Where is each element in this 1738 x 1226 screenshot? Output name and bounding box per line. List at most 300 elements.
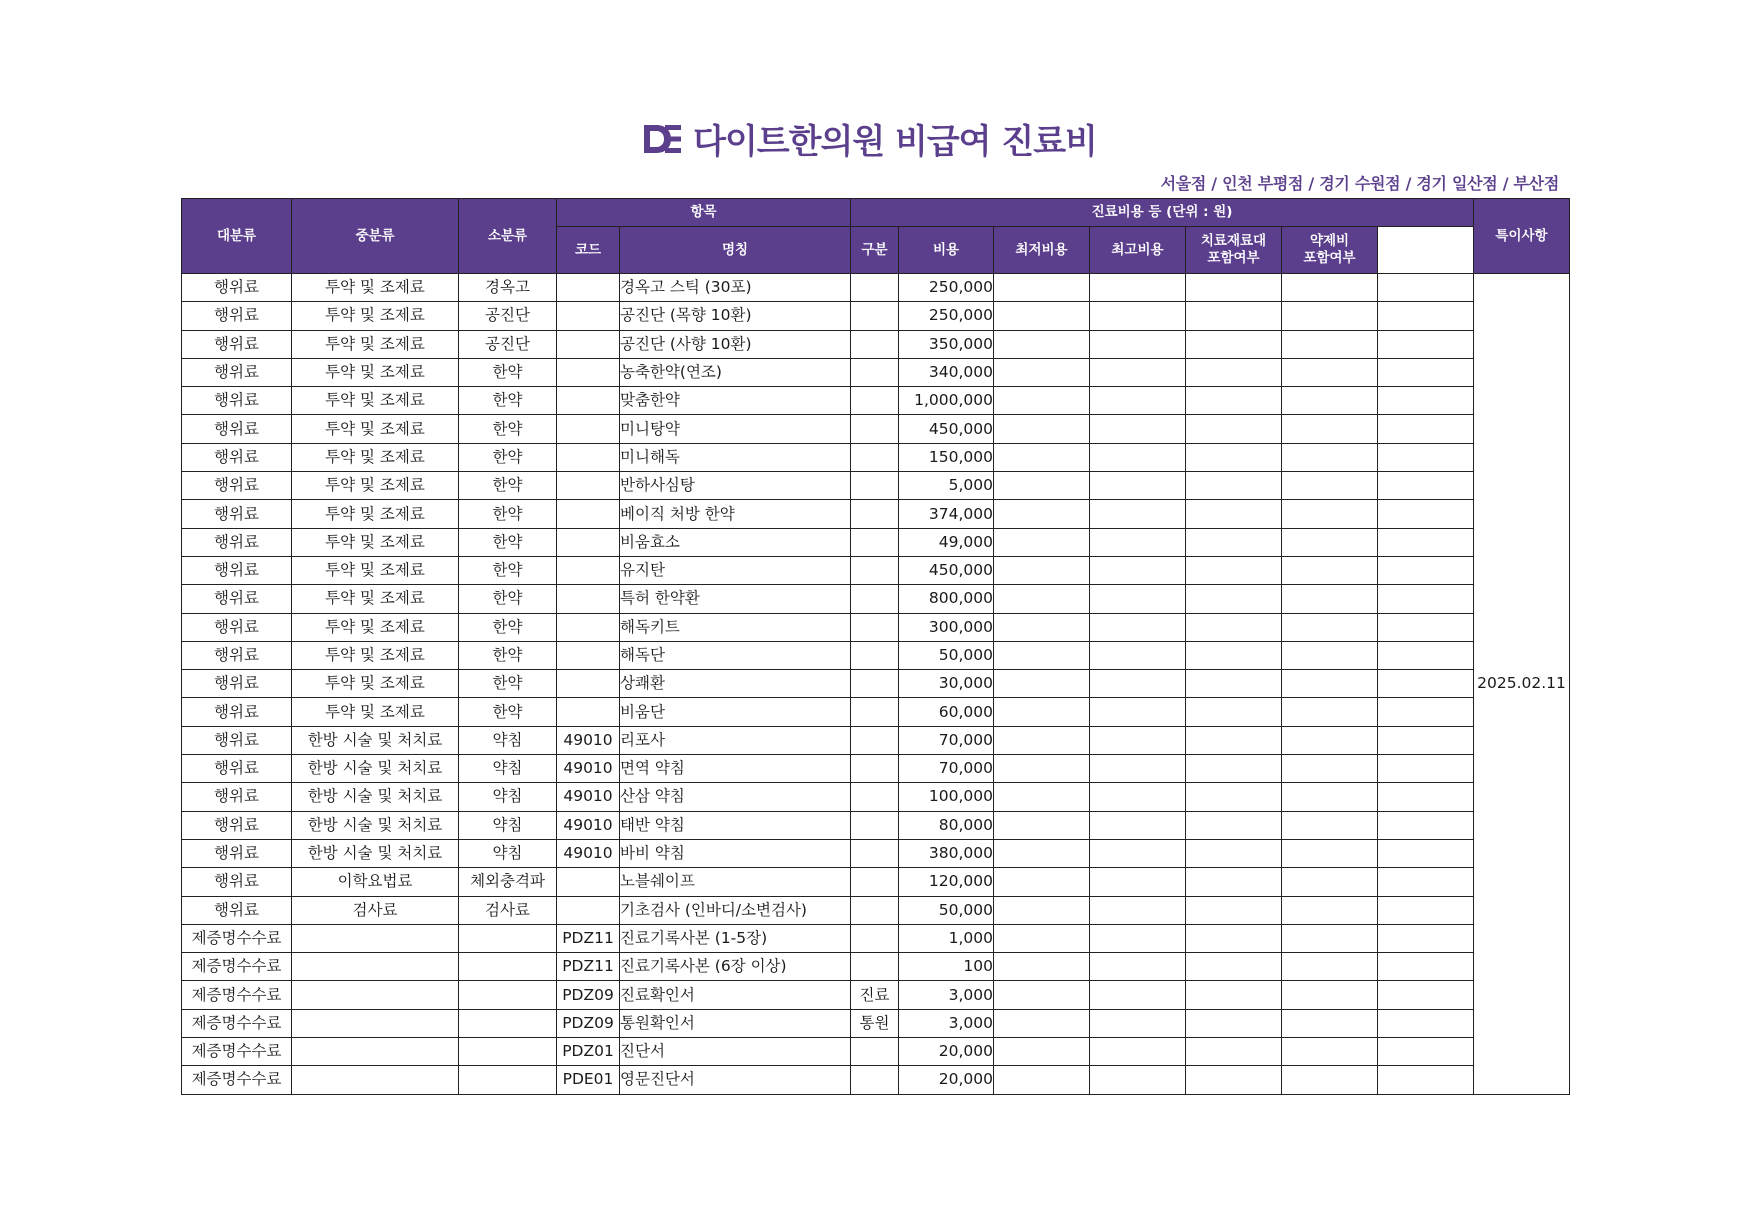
cell-middle bbox=[292, 981, 459, 1009]
cell-drug-included bbox=[1282, 613, 1378, 641]
header-minor: 소분류 bbox=[459, 199, 557, 274]
header-material-line2: 포함여부 bbox=[1207, 250, 1260, 266]
header-material-included bbox=[1186, 227, 1282, 274]
cell-max-cost bbox=[1090, 330, 1186, 358]
cell-material-included bbox=[1186, 415, 1282, 443]
cell-middle bbox=[292, 1009, 459, 1037]
cell-name: 상쾌환 bbox=[620, 670, 851, 698]
cell-minor bbox=[459, 924, 557, 952]
cell-major: 제증명수수료 bbox=[182, 1009, 292, 1037]
cell-middle bbox=[292, 953, 459, 981]
cell-min-cost bbox=[994, 330, 1090, 358]
cell-middle: 투약 및 조제료 bbox=[292, 274, 459, 302]
cell-material-included bbox=[1186, 953, 1282, 981]
cell-major: 제증명수수료 bbox=[182, 924, 292, 952]
cell-cost: 20,000 bbox=[899, 1038, 994, 1066]
cell-drug-included bbox=[1282, 726, 1378, 754]
cell-middle bbox=[292, 1038, 459, 1066]
cell-name: 해독단 bbox=[620, 641, 851, 669]
cell-max-cost bbox=[1090, 953, 1186, 981]
cell-min-cost bbox=[994, 755, 1090, 783]
cell-name: 산삼 약침 bbox=[620, 783, 851, 811]
cell-code bbox=[557, 585, 620, 613]
table-row bbox=[182, 783, 1570, 811]
cell-max-cost bbox=[1090, 274, 1186, 302]
cell-max-cost bbox=[1090, 556, 1186, 584]
cell-min-cost bbox=[994, 981, 1090, 1009]
cell-material-included bbox=[1186, 528, 1282, 556]
table-row bbox=[182, 585, 1570, 613]
cell-max-cost bbox=[1090, 924, 1186, 952]
cell-code: PDZ09 bbox=[557, 981, 620, 1009]
cell-name: 경옥고 스틱 (30포) bbox=[620, 274, 851, 302]
table-row bbox=[182, 500, 1570, 528]
cell-material-included bbox=[1186, 839, 1282, 867]
cell-drug-included bbox=[1282, 1009, 1378, 1037]
cell-major: 행위료 bbox=[182, 500, 292, 528]
cell-code: 49010 bbox=[557, 783, 620, 811]
cell-minor bbox=[459, 1066, 557, 1094]
cell-material-included bbox=[1186, 330, 1282, 358]
cell-minor: 한약 bbox=[459, 443, 557, 471]
cell-major: 행위료 bbox=[182, 330, 292, 358]
cell-cost: 70,000 bbox=[899, 726, 994, 754]
table-row bbox=[182, 839, 1570, 867]
cell-material-included bbox=[1186, 358, 1282, 386]
cell-notes bbox=[1378, 896, 1474, 924]
cell-min-cost bbox=[994, 924, 1090, 952]
header-item-group: 항목 bbox=[557, 199, 851, 227]
cell-code: PDZ11 bbox=[557, 953, 620, 981]
cell-drug-included bbox=[1282, 358, 1378, 386]
cell-material-included bbox=[1186, 641, 1282, 669]
cell-major: 행위료 bbox=[182, 556, 292, 584]
cell-code bbox=[557, 670, 620, 698]
header-material-line1: 치료재료대 bbox=[1200, 233, 1267, 249]
cell-code bbox=[557, 302, 620, 330]
cell-material-included bbox=[1186, 585, 1282, 613]
cell-min-cost bbox=[994, 443, 1090, 471]
cell-max-cost bbox=[1090, 302, 1186, 330]
cell-middle: 투약 및 조제료 bbox=[292, 556, 459, 584]
cell-drug-included bbox=[1282, 755, 1378, 783]
cell-max-cost bbox=[1090, 811, 1186, 839]
cell-cost: 3,000 bbox=[899, 1009, 994, 1037]
cell-minor: 공진단 bbox=[459, 330, 557, 358]
cell-notes bbox=[1378, 783, 1474, 811]
cell-type bbox=[851, 472, 899, 500]
cell-code: PDZ01 bbox=[557, 1038, 620, 1066]
cell-cost: 120,000 bbox=[899, 868, 994, 896]
cell-drug-included bbox=[1282, 811, 1378, 839]
table-row bbox=[182, 274, 1570, 302]
cell-middle: 투약 및 조제료 bbox=[292, 387, 459, 415]
cell-material-included bbox=[1186, 896, 1282, 924]
cell-notes bbox=[1378, 585, 1474, 613]
cell-minor bbox=[459, 1009, 557, 1037]
cell-name: 면역 약침 bbox=[620, 755, 851, 783]
cell-name: 진료확인서 bbox=[620, 981, 851, 1009]
cell-material-included bbox=[1186, 783, 1282, 811]
cell-max-cost bbox=[1090, 755, 1186, 783]
cell-name: 베이직 처방 한약 bbox=[620, 500, 851, 528]
cell-material-included bbox=[1186, 755, 1282, 783]
cell-minor bbox=[459, 953, 557, 981]
cell-drug-included bbox=[1282, 896, 1378, 924]
cell-min-cost bbox=[994, 868, 1090, 896]
cell-max-cost bbox=[1090, 528, 1186, 556]
cell-drug-included bbox=[1282, 839, 1378, 867]
cell-type bbox=[851, 556, 899, 584]
cell-minor bbox=[459, 1038, 557, 1066]
header-notes: 특이사항 bbox=[1474, 199, 1570, 274]
cell-max-cost bbox=[1090, 585, 1186, 613]
cell-code: PDE01 bbox=[557, 1066, 620, 1094]
cell-type bbox=[851, 839, 899, 867]
cell-middle: 투약 및 조제료 bbox=[292, 670, 459, 698]
cell-max-cost bbox=[1090, 387, 1186, 415]
branch-list: 서울점 / 인천 부평점 / 경기 수원점 / 경기 일산점 / 부산점 bbox=[1160, 174, 1559, 193]
table-row bbox=[182, 670, 1570, 698]
cell-minor: 한약 bbox=[459, 472, 557, 500]
cell-name: 기초검사 (인바디/소변검사) bbox=[620, 896, 851, 924]
cell-material-included bbox=[1186, 726, 1282, 754]
cell-last-changed: 2025.02.11 bbox=[1474, 274, 1570, 1095]
cell-notes bbox=[1378, 472, 1474, 500]
cell-material-included bbox=[1186, 868, 1282, 896]
cell-code bbox=[557, 528, 620, 556]
cell-type bbox=[851, 415, 899, 443]
cell-min-cost bbox=[994, 1038, 1090, 1066]
cell-material-included bbox=[1186, 302, 1282, 330]
cell-material-included bbox=[1186, 274, 1282, 302]
cell-type bbox=[851, 755, 899, 783]
cell-max-cost bbox=[1090, 500, 1186, 528]
cell-code bbox=[557, 556, 620, 584]
cell-middle: 투약 및 조제료 bbox=[292, 585, 459, 613]
cell-minor bbox=[459, 981, 557, 1009]
cell-major: 행위료 bbox=[182, 528, 292, 556]
cell-notes bbox=[1378, 981, 1474, 1009]
cell-max-cost bbox=[1090, 726, 1186, 754]
cell-max-cost bbox=[1090, 896, 1186, 924]
cell-min-cost bbox=[994, 839, 1090, 867]
cell-max-cost bbox=[1090, 443, 1186, 471]
cell-minor: 한약 bbox=[459, 358, 557, 386]
cell-max-cost bbox=[1090, 698, 1186, 726]
cell-notes bbox=[1378, 1038, 1474, 1066]
cell-name: 진단서 bbox=[620, 1038, 851, 1066]
page-title bbox=[641, 114, 1097, 163]
cell-max-cost bbox=[1090, 1038, 1186, 1066]
cell-minor: 한약 bbox=[459, 500, 557, 528]
cell-material-included bbox=[1186, 472, 1282, 500]
table-row bbox=[182, 387, 1570, 415]
cell-type bbox=[851, 358, 899, 386]
cell-drug-included bbox=[1282, 698, 1378, 726]
cell-cost: 450,000 bbox=[899, 556, 994, 584]
cell-notes bbox=[1378, 641, 1474, 669]
cell-cost: 250,000 bbox=[899, 274, 994, 302]
cell-min-cost bbox=[994, 1009, 1090, 1037]
cell-min-cost bbox=[994, 670, 1090, 698]
cell-cost: 300,000 bbox=[899, 613, 994, 641]
cell-notes bbox=[1378, 613, 1474, 641]
cell-name: 통원확인서 bbox=[620, 1009, 851, 1037]
cell-code bbox=[557, 443, 620, 471]
header-max-cost: 최고비용 bbox=[1090, 227, 1186, 274]
cell-name: 특허 한약환 bbox=[620, 585, 851, 613]
cell-minor: 약침 bbox=[459, 811, 557, 839]
cell-drug-included bbox=[1282, 1066, 1378, 1094]
cell-minor: 약침 bbox=[459, 755, 557, 783]
cell-code: 49010 bbox=[557, 726, 620, 754]
cell-code: 49010 bbox=[557, 811, 620, 839]
cell-drug-included bbox=[1282, 783, 1378, 811]
cell-minor: 체외충격파 bbox=[459, 868, 557, 896]
cell-code bbox=[557, 472, 620, 500]
cell-notes bbox=[1378, 556, 1474, 584]
cell-minor: 한약 bbox=[459, 556, 557, 584]
cell-max-cost bbox=[1090, 981, 1186, 1009]
cell-max-cost bbox=[1090, 415, 1186, 443]
header-name: 명칭 bbox=[620, 227, 851, 274]
cell-drug-included bbox=[1282, 274, 1378, 302]
cell-middle: 한방 시술 및 처치료 bbox=[292, 726, 459, 754]
cell-name: 해독키트 bbox=[620, 613, 851, 641]
cell-min-cost bbox=[994, 585, 1090, 613]
cell-middle: 투약 및 조제료 bbox=[292, 472, 459, 500]
header-drug-line2: 포함여부 bbox=[1303, 250, 1356, 266]
cell-drug-included bbox=[1282, 585, 1378, 613]
table-row bbox=[182, 755, 1570, 783]
table-row bbox=[182, 1038, 1570, 1066]
table-row bbox=[182, 953, 1570, 981]
cell-min-cost bbox=[994, 358, 1090, 386]
cell-name: 비움단 bbox=[620, 698, 851, 726]
cell-notes bbox=[1378, 443, 1474, 471]
header-major: 대분류 bbox=[182, 199, 292, 274]
cell-drug-included bbox=[1282, 387, 1378, 415]
cell-name: 농축한약(연조) bbox=[620, 358, 851, 386]
cell-minor: 약침 bbox=[459, 726, 557, 754]
cell-max-cost bbox=[1090, 358, 1186, 386]
table-row bbox=[182, 896, 1570, 924]
cell-major: 행위료 bbox=[182, 641, 292, 669]
cell-major: 행위료 bbox=[182, 443, 292, 471]
table-row bbox=[182, 472, 1570, 500]
header-cost-group: 진료비용 등 (단위 : 원) bbox=[851, 199, 1474, 227]
cell-material-included bbox=[1186, 1066, 1282, 1094]
cell-name: 태반 약침 bbox=[620, 811, 851, 839]
cell-drug-included bbox=[1282, 302, 1378, 330]
table-body bbox=[182, 274, 1570, 1095]
cell-min-cost bbox=[994, 556, 1090, 584]
cell-name: 공진단 (목향 10환) bbox=[620, 302, 851, 330]
cell-middle: 투약 및 조제료 bbox=[292, 358, 459, 386]
cell-cost: 100 bbox=[899, 953, 994, 981]
cell-code: 49010 bbox=[557, 755, 620, 783]
cell-material-included bbox=[1186, 1038, 1282, 1066]
table-row bbox=[182, 443, 1570, 471]
cell-code bbox=[557, 500, 620, 528]
cell-notes bbox=[1378, 698, 1474, 726]
cell-code bbox=[557, 330, 620, 358]
cell-cost: 374,000 bbox=[899, 500, 994, 528]
cell-code bbox=[557, 896, 620, 924]
cell-code: PDZ09 bbox=[557, 1009, 620, 1037]
cell-name: 미니해독 bbox=[620, 443, 851, 471]
cell-middle: 투약 및 조제료 bbox=[292, 302, 459, 330]
cell-code bbox=[557, 415, 620, 443]
cell-name: 진료기록사본 (6장 이상) bbox=[620, 953, 851, 981]
title-text: 다이트한의원 비급여 진료비 bbox=[693, 122, 1097, 162]
cell-type bbox=[851, 330, 899, 358]
cell-notes bbox=[1378, 1009, 1474, 1037]
cell-notes bbox=[1378, 839, 1474, 867]
cell-middle: 투약 및 조제료 bbox=[292, 330, 459, 358]
cell-middle: 한방 시술 및 처치료 bbox=[292, 755, 459, 783]
cell-middle bbox=[292, 924, 459, 952]
table-row bbox=[182, 698, 1570, 726]
cell-code bbox=[557, 613, 620, 641]
cell-max-cost bbox=[1090, 472, 1186, 500]
cell-minor: 약침 bbox=[459, 783, 557, 811]
cell-major: 행위료 bbox=[182, 755, 292, 783]
cell-drug-included bbox=[1282, 330, 1378, 358]
cell-type bbox=[851, 924, 899, 952]
cell-notes bbox=[1378, 358, 1474, 386]
cell-minor: 경옥고 bbox=[459, 274, 557, 302]
cell-min-cost bbox=[994, 641, 1090, 669]
table-row bbox=[182, 1009, 1570, 1037]
cell-type bbox=[851, 1066, 899, 1094]
cell-type bbox=[851, 387, 899, 415]
cell-max-cost bbox=[1090, 613, 1186, 641]
cell-notes bbox=[1378, 726, 1474, 754]
cell-type bbox=[851, 613, 899, 641]
cell-name: 반하사심탕 bbox=[620, 472, 851, 500]
cell-type bbox=[851, 896, 899, 924]
cell-cost: 3,000 bbox=[899, 981, 994, 1009]
table-row bbox=[182, 528, 1570, 556]
cell-name: 유지탄 bbox=[620, 556, 851, 584]
cell-code: PDZ11 bbox=[557, 924, 620, 952]
cell-min-cost bbox=[994, 896, 1090, 924]
cell-minor: 검사료 bbox=[459, 896, 557, 924]
cell-notes bbox=[1378, 302, 1474, 330]
cell-min-cost bbox=[994, 698, 1090, 726]
cell-drug-included bbox=[1282, 556, 1378, 584]
cell-material-included bbox=[1186, 500, 1282, 528]
cell-material-included bbox=[1186, 698, 1282, 726]
table-row bbox=[182, 726, 1570, 754]
title-bar bbox=[0, 114, 1738, 163]
cell-min-cost bbox=[994, 387, 1090, 415]
cell-major: 행위료 bbox=[182, 868, 292, 896]
table-row bbox=[182, 330, 1570, 358]
cell-drug-included bbox=[1282, 868, 1378, 896]
table-row bbox=[182, 641, 1570, 669]
cell-drug-included bbox=[1282, 415, 1378, 443]
cell-type bbox=[851, 528, 899, 556]
cell-name: 미니탕약 bbox=[620, 415, 851, 443]
cell-type bbox=[851, 811, 899, 839]
cell-notes bbox=[1378, 330, 1474, 358]
cell-major: 행위료 bbox=[182, 698, 292, 726]
cell-cost: 450,000 bbox=[899, 415, 994, 443]
cell-cost: 380,000 bbox=[899, 839, 994, 867]
cell-major: 행위료 bbox=[182, 302, 292, 330]
cell-middle: 투약 및 조제료 bbox=[292, 641, 459, 669]
cell-min-cost bbox=[994, 783, 1090, 811]
table-row bbox=[182, 556, 1570, 584]
cell-notes bbox=[1378, 528, 1474, 556]
cell-major: 행위료 bbox=[182, 415, 292, 443]
cell-middle: 투약 및 조제료 bbox=[292, 415, 459, 443]
cell-cost: 350,000 bbox=[899, 330, 994, 358]
cell-type bbox=[851, 274, 899, 302]
cell-cost: 5,000 bbox=[899, 472, 994, 500]
cell-name: 진료기록사본 (1-5장) bbox=[620, 924, 851, 952]
cell-notes bbox=[1378, 811, 1474, 839]
cell-max-cost bbox=[1090, 783, 1186, 811]
cell-middle: 한방 시술 및 처치료 bbox=[292, 811, 459, 839]
table-row bbox=[182, 302, 1570, 330]
cell-drug-included bbox=[1282, 1038, 1378, 1066]
cell-minor: 한약 bbox=[459, 613, 557, 641]
table-row bbox=[182, 981, 1570, 1009]
cell-name: 영문진단서 bbox=[620, 1066, 851, 1094]
cell-type bbox=[851, 500, 899, 528]
cell-type bbox=[851, 443, 899, 471]
cell-minor: 한약 bbox=[459, 698, 557, 726]
clinic-logo bbox=[641, 122, 683, 156]
cell-middle: 한방 시술 및 처치료 bbox=[292, 783, 459, 811]
cell-cost: 1,000 bbox=[899, 924, 994, 952]
cell-notes bbox=[1378, 670, 1474, 698]
cell-min-cost bbox=[994, 528, 1090, 556]
cell-drug-included bbox=[1282, 670, 1378, 698]
cell-code bbox=[557, 274, 620, 302]
cell-name: 리포사 bbox=[620, 726, 851, 754]
cell-notes bbox=[1378, 387, 1474, 415]
cell-cost: 150,000 bbox=[899, 443, 994, 471]
cell-notes bbox=[1378, 755, 1474, 783]
cell-middle: 투약 및 조제료 bbox=[292, 528, 459, 556]
table-row bbox=[182, 1066, 1570, 1094]
cell-minor: 한약 bbox=[459, 670, 557, 698]
fee-table bbox=[181, 198, 1570, 1095]
cell-name: 비움효소 bbox=[620, 528, 851, 556]
cell-notes bbox=[1378, 415, 1474, 443]
cell-max-cost bbox=[1090, 670, 1186, 698]
cell-name: 노블쉐이프 bbox=[620, 868, 851, 896]
cell-minor: 공진단 bbox=[459, 302, 557, 330]
cell-type: 진료 bbox=[851, 981, 899, 1009]
cell-drug-included bbox=[1282, 981, 1378, 1009]
table-row bbox=[182, 358, 1570, 386]
cell-type bbox=[851, 641, 899, 669]
cell-code bbox=[557, 868, 620, 896]
cell-major: 행위료 bbox=[182, 358, 292, 386]
cell-cost: 340,000 bbox=[899, 358, 994, 386]
cell-notes bbox=[1378, 953, 1474, 981]
cell-type bbox=[851, 302, 899, 330]
cell-code bbox=[557, 641, 620, 669]
cell-type bbox=[851, 953, 899, 981]
cell-material-included bbox=[1186, 670, 1282, 698]
